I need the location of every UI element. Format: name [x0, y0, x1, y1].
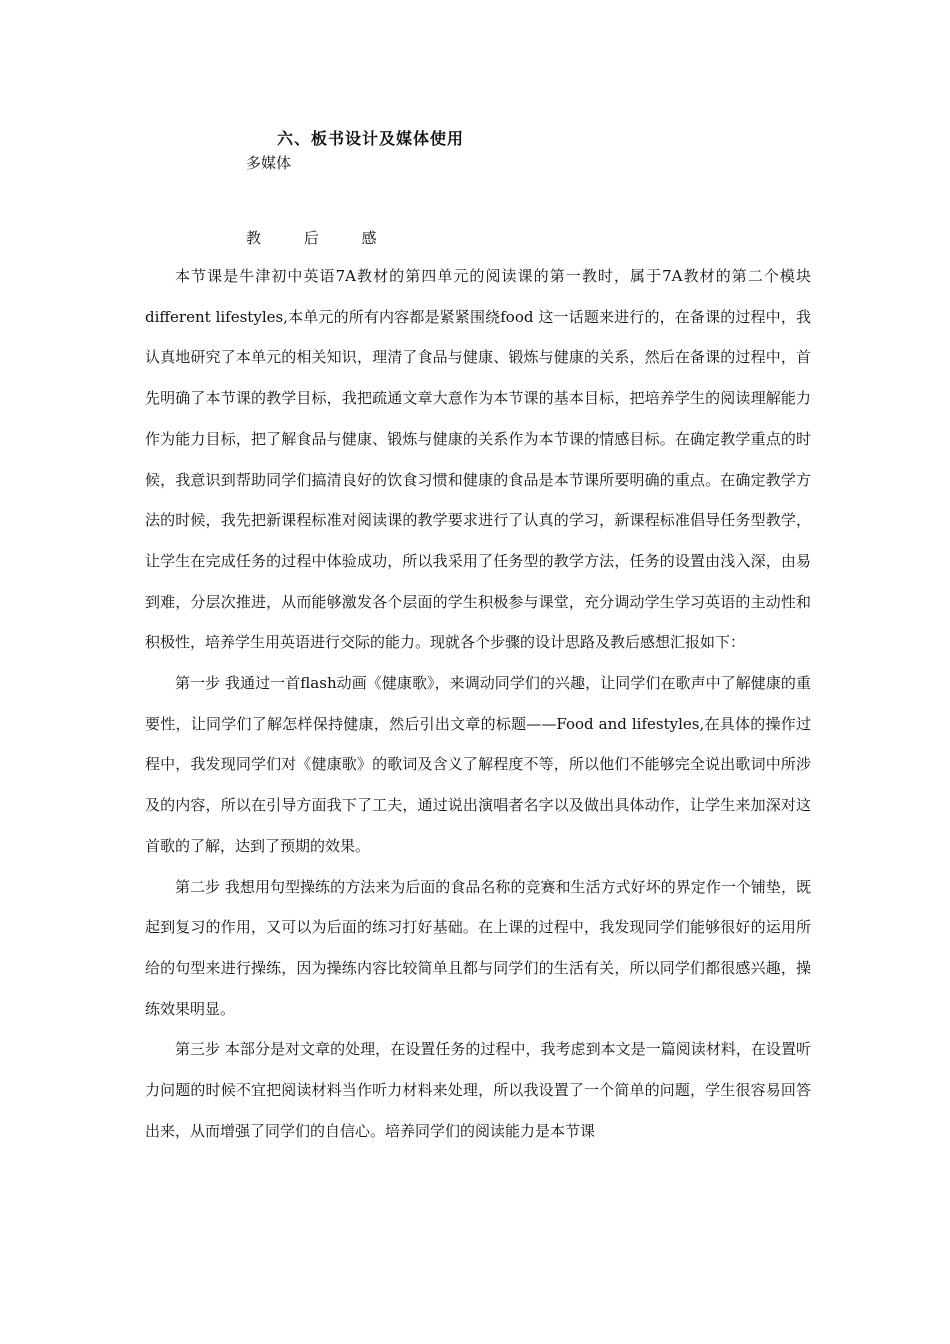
paragraph-step-2: 第二步 我想用句型操练的方法来为后面的食品名称的竞赛和生活方式好坏的界定作一个铺垫，既起到复习的作用，又可以为后面的练习打好基础。在上课的过程中，我发现同学们能够很好的运用所给的句型来进行操练，因为操练内容比较简单且都与同学们的生活有关，所以同学们都很感兴趣，操练效果明显。 [145, 877, 811, 1018]
paragraph-intro: 本节课是牛津初中英语7A教材的第四单元的阅读课的第一教时，属于7A教材的第二个模块different lifestyles,本单元的所有内容都是紧紧围绕food 这一话题来进行的，在备课的过程中，我认真地研究了本单元的相关知识，理清了食品与健康、锻炼与健康的关系，然后在备课的过程中，首先明确了本节课的教学目标，我把疏通文章大意作为本节课的基本目标，把培养学生的阅读理解能力作为能力目标，把了解食品与健康、锻炼与健康的关系作为本节课的情感目标。在确定教学重点的时候，我意识到帮助同学们搞清良好的饮食习惯和健康的食品是本节课所要明确的重点。在确定教学方法的时候，我先把新课程标准对阅读课的教学要求进行了认真的学习，新课程标准倡导任务型教学，让学生在完成任务的过程中体验成功，所以我采用了任务型的教学方法，任务的设置由浅入深，由易到难，分层次推进，从而能够激发各个层面的学生积极参与课堂，充分调动学生学习英语的主动性和积极性，培养学生用英语进行交际的能力。现就各个步骤的设计思路及教后感想汇报如下： [145, 267, 811, 652]
media-label: 多媒体 [246, 154, 292, 172]
paragraph-step-1: 第一步 我通过一首flash动画《健康歌》，来调动同学们的兴趣，让同学们在歌声中了解健康的重要性，让同学们了解怎样保持健康，然后引出文章的标题——Food and lifestyles,在具体的操作过程中，我发现同学们对《健康歌》的歌词及含义了解程度不等，所以他们不能够完全说出歌词中所涉及的内容，所以在引导方面我下了工夫，通过说出演唱者名字以及做出具体动作，让学生来加深对这首歌的了解，达到了预期的效果。 [145, 674, 811, 855]
paragraph-step-3: 第三步 本部分是对文章的处理，在设置任务的过程中，我考虑到本文是一篇阅读材料，在设置听力问题的时候不宜把阅读材料当作听力材料来处理，所以我设置了一个简单的问题，学生很容易回答出来，从而增强了同学们的自信心。培养同学们的阅读能力是本节课 [145, 1040, 811, 1140]
reflection-body [145, 256, 811, 1151]
reflection-title: 教 后 感 [246, 229, 389, 247]
section-heading: 六、板书设计及媒体使用 [277, 129, 465, 148]
